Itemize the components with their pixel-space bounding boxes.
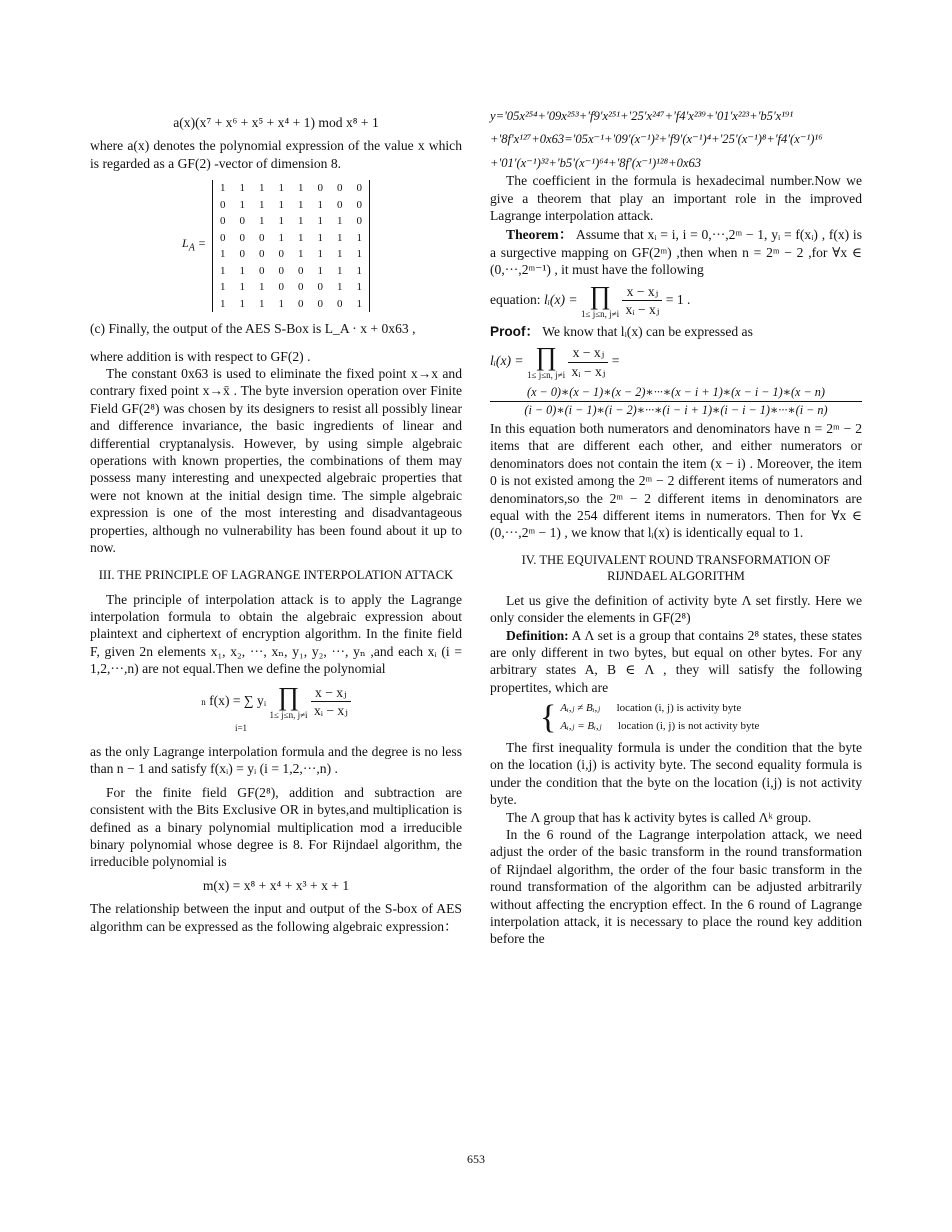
matrix-cell: 1 — [219, 281, 226, 294]
matrix-cell: 1 — [317, 215, 323, 228]
matrix-row — [212, 296, 369, 313]
matrix-cell: 1 — [356, 281, 362, 294]
matrix-cell: 1 — [239, 182, 245, 195]
sbox-equation: a(x)(x⁷ + x⁶ + x⁵ + x⁴ + 1) mod x⁸ + 1 — [173, 115, 379, 130]
matrix-cell: 0 — [258, 231, 265, 244]
theorem-paragraph — [490, 226, 862, 278]
matrix-cell: 1 — [356, 297, 362, 310]
proof-big-fraction — [490, 384, 862, 420]
matrix-cell: 1 — [278, 297, 284, 310]
relation-paragraph: The relationship between the input and output of the S-box of AES algorithm can be expressed as the following algebraic expression： — [90, 901, 462, 934]
page-number: 653 — [467, 1152, 485, 1166]
theorem-eq-lead: equation: — [490, 291, 541, 307]
matrix-cell: 0 — [356, 182, 362, 195]
matrix-cell: 0 — [356, 215, 362, 228]
matrix-subscript: A — [188, 242, 195, 254]
proof-eq-rhs: = — [611, 353, 620, 369]
proof-equation: lᵢ(x) = ∏ 1≤ j≤n, j≠i $\frac{\text{x − xⱼ}}{\text{xᵢ − xⱼ}}$ = — [490, 342, 620, 381]
matrix-cell: 1 — [356, 231, 362, 244]
matrix-cell: 1 — [278, 198, 284, 211]
matrix-cell: 1 — [258, 198, 265, 211]
section-3-title: III. THE PRINCIPLE OF LAGRANGE INTERPOLATION ATTACK — [98, 567, 454, 582]
principle-paragraph: The principle of interpolation attack is to apply the Lagrange interpolation formula to obtain the algebraic expression about plaintext and ciphertext of encryption algorithm. In the finite field F, given 2n elements x₁, x₂, ···, xₙ, y₁, y₂, ···, yₙ ,and each xᵢ (i = 1,2,···,n) are not equal.Then we define the polynomial — [90, 591, 462, 677]
case-2 — [560, 718, 759, 735]
matrix-la: $L_A$ = 1 1 1 1 1 0 0 0 0 1 1 1 1 1 0 0 0 0 1 1 1 1 1 0 0 0 0 1 1 1 1 1 1 0 0 0 1 1 1 1 1 1 0 0 0 1 1 1 1 1 1 0 0 0 1 1 1 1 1 1 0 0 0 1 — [90, 180, 462, 312]
matrix-row — [212, 279, 369, 296]
matrix-cell: 0 — [336, 198, 343, 211]
matrix-row — [212, 246, 369, 263]
theorem-eq-rhs: = 1 . — [665, 291, 691, 307]
case-1-text: location (i, j) is activity byte — [616, 702, 742, 715]
matrix-cell: 0 — [336, 297, 343, 310]
proof-numerator: (x − 0)∗(x − 1)∗(x − 2)∗···∗(x − i + 1)∗(x − i − 1)∗(x − n) — [490, 384, 862, 402]
matrix-cell: 0 — [278, 281, 284, 294]
y-equation-line-2: +'8f'x¹²⁷+0x63='05x⁻¹+'09'(x⁻¹)²+'f9'(x⁻¹)⁴+'25'(x⁻¹)⁸+'f4'(x⁻¹)¹⁶ — [490, 132, 823, 147]
matrix-label: L — [182, 236, 189, 251]
matrix-cell: 0 — [297, 297, 304, 310]
where-add-paragraph: where addition is with respect to GF(2) . — [90, 348, 311, 364]
matrix-cell: 0 — [219, 231, 226, 244]
lagrange-numerator: x − xⱼ — [311, 684, 351, 702]
matrix-cell: 1 — [356, 248, 362, 261]
matrix-cell: 0 — [239, 231, 245, 244]
matrix-cell: 1 — [336, 215, 343, 228]
matrix-cell: 1 — [336, 264, 343, 277]
group-paragraph: The Λ group that has k activity bytes is called Λᵏ group. — [506, 809, 812, 825]
matrix-cell: 1 — [297, 198, 304, 211]
matrix-cell: 1 — [258, 297, 265, 310]
case-2-eq: Aᵢ,ⱼ = Bᵢ,ⱼ — [560, 719, 602, 732]
proof-numerator-short: x − xⱼ — [568, 344, 608, 362]
theorem-numerator: x − xⱼ — [622, 283, 662, 301]
matrix-cell: 1 — [317, 248, 323, 261]
theorem-label: Theorem： — [506, 227, 573, 243]
matrix-cell: 0 — [317, 297, 323, 310]
definition-text: A Λ set is a group that contains 2⁸ states, these states are only different in two bytes, but equal on other bytes. For any arbitrary states A, B ∈ Λ , they will satisfy the following propertites, which are — [490, 627, 862, 695]
matrix-cell: 1 — [336, 231, 343, 244]
sum-limit: i=1 — [234, 722, 248, 733]
matrix-cell: 0 — [297, 281, 304, 294]
coefficient-paragraph: The coefficient in the formula is hexadecimal number.Now we give a theorem that play an important role in the improved Lagrange interpolation attack. — [490, 173, 862, 224]
proof-prod-limit: 1≤ j≤n, j≠i — [527, 370, 566, 381]
matrix-cell: 0 — [278, 264, 284, 277]
matrix-row — [212, 230, 369, 247]
proof-label: Proof： — [490, 323, 540, 339]
matrix-cell: 0 — [258, 248, 265, 261]
constant-paragraph: The constant 0x63 is used to eliminate the fixed point x→x and contrary fixed point x→x̄ . The byte inversion operation over Finite Field GF(2⁸) was chosen by its designers to resist all possibly linear and difference invariance, the basic ingredients of linear and differential cryptanalysis. However, by using simple algebraic operations with known properties, the combinations of them may possess many interesting and unexpected algebraic properties that were not known at the initial design time. The simple algebraic expression is one of the most interesting and disadvantageous properties, although no vulnerability has been found about it up to now. — [90, 366, 462, 556]
matrix-cell: 1 — [219, 182, 226, 195]
left-column — [90, 108, 462, 935]
right-column — [490, 108, 862, 948]
matrix-cell: 1 — [317, 198, 323, 211]
matrix-cell: 1 — [278, 182, 284, 195]
round-paragraph: In the 6 round of the Lagrange interpolation attack, we need adjust the order of the basic transform in the round transformation of Rijndael algorithm, the order of the four basic transform in the round transformation of the algorithm can be adjusted arbitrarily without affecting the encryption effect. In the 6 round of Lagrange interpolation attack, it is necessary to place the round key addition before the — [490, 827, 862, 947]
matrix-row — [212, 180, 369, 197]
proof-body-paragraph: In this equation both numerators and denominators have n = 2ᵐ − 2 items that are different each other, and either numerators or denominators does not contain the item (x − i) . Moreover, the item 0 is not existed among the 2ᵐ − 2 different items of numerators and denominators,so the 2ᵐ − 2 different items in denominators are equal with the 254 different items in numerators. Then for ∀x ∈ (0,···,2ᵐ − 1) , we know that lᵢ(x) is identically equal to 1. — [490, 420, 862, 541]
matrix-cell: 0 — [317, 281, 323, 294]
proof-text: We know that lᵢ(x) can be expressed as — [542, 323, 753, 339]
case-1 — [560, 700, 759, 717]
matrix-cell: 1 — [297, 231, 304, 244]
y-equation-line-3: +'01'(x⁻¹)³²+'b5'(x⁻¹)⁶⁴+'8f'(x⁻¹)¹²⁸+0x63 — [490, 155, 702, 170]
matrix-cell: 1 — [317, 231, 323, 244]
matrix-cell: 1 — [336, 248, 343, 261]
matrix-cell: 0 — [219, 215, 226, 228]
section-4-title: IV. THE EQUIVALENT ROUND TRANSFORMATION OF RIJNDAEL ALGORITHM — [521, 552, 831, 583]
matrix-cell: 1 — [297, 215, 304, 228]
matrix-cell: 0 — [297, 264, 304, 277]
matrix-cell: 0 — [219, 198, 226, 211]
matrix-cell: 1 — [239, 297, 245, 310]
matrix-cell: 1 — [219, 297, 226, 310]
lagrange-prod-limit: 1≤ j≤n, j≠i — [269, 709, 308, 720]
matrix-row — [212, 197, 369, 214]
definition-label: Definition: — [506, 627, 569, 643]
theorem-eq-lhs: lᵢ(x) = — [544, 291, 578, 307]
matrix-row — [212, 263, 369, 280]
matrix-cell: 1 — [297, 248, 304, 261]
matrix-cell: 1 — [336, 281, 343, 294]
matrix-cell: 0 — [356, 198, 362, 211]
matrix-cell: 1 — [278, 231, 284, 244]
matrix-cell: 1 — [219, 264, 226, 277]
definition-paragraph — [490, 627, 862, 697]
matrix-cell: 0 — [278, 248, 284, 261]
lagrange-denominator: xᵢ − xⱼ — [313, 703, 348, 719]
matrix-cell: 1 — [239, 264, 245, 277]
matrix-cell: 1 — [239, 198, 245, 211]
theorem-denominator: xᵢ − xⱼ — [625, 302, 660, 318]
proof-denominator: (i − 0)∗(i − 1)∗(i − 2)∗···∗(i − i + 1)∗(i − i − 1)∗···∗(i − n) — [524, 403, 828, 418]
matrix-cell: 1 — [258, 182, 265, 195]
proof-eq-lhs: lᵢ(x) = — [490, 353, 524, 369]
case-2-text: location (i, j) is not activity byte — [617, 719, 760, 732]
matrix-cell: 0 — [239, 248, 245, 261]
inequality-paragraph: The first inequality formula is under the condition that the byte on the location (i,j) is activity byte. The second equality formula is under the condition that the byte on the location (i,j) is not activity byte. — [490, 739, 862, 808]
irreducible-polynomial: m(x) = x⁸ + x⁴ + x³ + x + 1 — [202, 877, 350, 893]
lagrange-lhs: f(x) = ∑ yᵢ — [209, 692, 267, 708]
matrix-cell: 0 — [336, 182, 343, 195]
matrix-cell: 0 — [317, 182, 323, 195]
theorem-text: Assume that xᵢ = i, i = 0,···,2ᵐ − 1, yᵢ = f(xᵢ) , f(x) is a surgective mapping on GF(2ᵐ) ,then when n = 2ᵐ − 2 ,for ∀x ∈ (0,···,2ᵐ⁻¹) , it must have the following — [490, 227, 863, 278]
theorem-prod-limit: 1≤ j≤n, j≠i — [581, 308, 620, 319]
finite-field-paragraph: For the finite field GF(2⁸), addition and subtraction are consistent with the Bits Exclusive OR in bytes,and multiplication is defined as a binary polynomial multiplication mod a irreducible binary polynomial whose degree is 8. For Rijndael algorithm, the irreducible polynomial is — [90, 784, 462, 870]
matrix-cell: 0 — [258, 264, 265, 277]
theorem-equation: equation: lᵢ(x) = ∏ 1≤ j≤n, j≠i $\frac{\text{x − xⱼ}}{\text{xᵢ − xⱼ}}$ = 1 . — [490, 280, 691, 319]
matrix-table — [212, 180, 370, 312]
definition-intro-paragraph: Let us give the definition of activity byte Λ set firstly. Here we only consider the elements in GF(2⁸) — [490, 592, 862, 626]
matrix-cell: 1 — [278, 215, 284, 228]
step-c-paragraph: (c) Finally, the output of the AES S-Box is L_A · x + 0x63 , — [90, 321, 416, 337]
where-a-paragraph: where a(x) denotes the polynomial expression of the value x which is regarded as a GF(2) -vector of dimension 8. — [90, 138, 462, 171]
y-equation-line-1: y='05x²⁵⁴+'09x²⁵³+'f9'x²⁵¹+'25'x²⁴⁷+'f4'x²³⁹+'01'x²²³+'b5'x¹⁹¹ — [490, 109, 794, 123]
sum-top: n — [201, 696, 206, 707]
case-1-eq: Aᵢ,ⱼ ≠ Bᵢ,ⱼ — [560, 702, 601, 715]
matrix-cell: 0 — [239, 215, 245, 228]
proof-denominator-short: xᵢ − xⱼ — [571, 363, 606, 379]
matrix-cell: 1 — [297, 182, 304, 195]
matrix-cell: 1 — [219, 248, 226, 261]
matrix-cell: 1 — [356, 264, 362, 277]
lagrange-formula: n f(x) = ∑ yᵢ ∏ 1≤ j≤n, j≠i $\frac{\text{x − xⱼ}}{\text{xᵢ − xⱼ}}$ i=1 — [90, 684, 462, 737]
only-formula-paragraph: as the only Lagrange interpolation formula and the degree is no less than n − 1 and satisfy f(xᵢ) = yᵢ (i = 1,2,···,n) . — [90, 743, 462, 777]
matrix-cell: 1 — [317, 264, 323, 277]
matrix-cell: 1 — [239, 281, 245, 294]
matrix-row — [212, 213, 369, 230]
matrix-cell: 1 — [258, 281, 265, 294]
matrix-cell: 1 — [258, 215, 265, 228]
definition-cases: { Aᵢ,ⱼ ≠ Bᵢ,ⱼ location (i, j) is activity byte Aᵢ,ⱼ = Bᵢ,ⱼ location (i, j) is not activity byte — [540, 698, 760, 736]
proof-paragraph — [490, 323, 862, 340]
